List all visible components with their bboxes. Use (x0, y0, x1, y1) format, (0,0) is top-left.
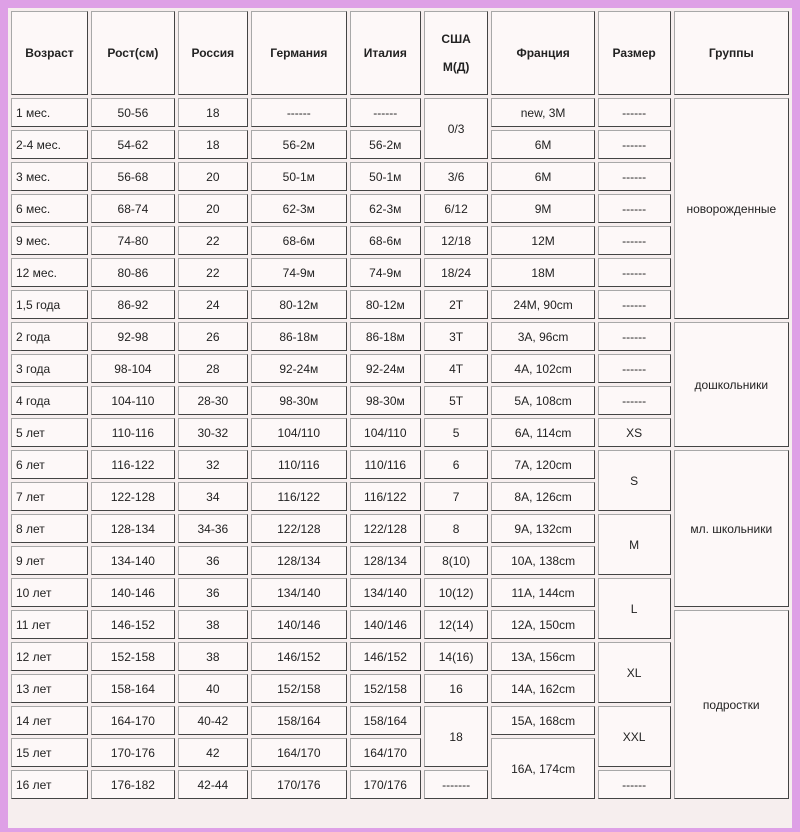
usa-cell: 12(14) (424, 610, 489, 639)
usa-cell: 4T (424, 354, 489, 383)
age-cell: 10 лет (11, 578, 88, 607)
height-cell: 98-104 (91, 354, 175, 383)
size-cell: ------ (598, 770, 671, 799)
russia-cell: 18 (178, 130, 248, 159)
height-cell: 152-158 (91, 642, 175, 671)
size-cell: ------ (598, 226, 671, 255)
russia-cell: 36 (178, 546, 248, 575)
size-cell: L (598, 578, 671, 639)
size-cell: S (598, 450, 671, 511)
france-cell: 16A, 174cm (491, 738, 594, 799)
germany-cell: 116/122 (251, 482, 347, 511)
italy-cell: 92-24м (350, 354, 421, 383)
russia-cell: 38 (178, 642, 248, 671)
russia-cell: 30-32 (178, 418, 248, 447)
germany-cell: 68-6м (251, 226, 347, 255)
group-cell: подростки (674, 610, 789, 799)
russia-cell: 38 (178, 610, 248, 639)
header-row (11, 11, 789, 95)
header-germany: Германия (251, 11, 347, 95)
group-cell: новорожденные (674, 98, 789, 319)
germany-cell: 170/176 (251, 770, 347, 799)
usa-cell: 7 (424, 482, 489, 511)
france-cell: 5A, 108cm (491, 386, 594, 415)
italy-cell: 116/122 (350, 482, 421, 511)
age-cell: 6 мес. (11, 194, 88, 223)
germany-cell: 104/110 (251, 418, 347, 447)
height-cell: 110-116 (91, 418, 175, 447)
france-cell: 3A, 96cm (491, 322, 594, 351)
height-cell: 164-170 (91, 706, 175, 735)
germany-cell: 62-3м (251, 194, 347, 223)
germany-cell: 134/140 (251, 578, 347, 607)
russia-cell: 34 (178, 482, 248, 511)
size-cell: ------ (598, 354, 671, 383)
header-groups: Группы (674, 11, 789, 95)
germany-cell: 146/152 (251, 642, 347, 671)
italy-cell: 56-2м (350, 130, 421, 159)
france-cell: 4A, 102cm (491, 354, 594, 383)
table-row (11, 162, 789, 191)
header-france: Франция (491, 11, 594, 95)
italy-cell: 74-9м (350, 258, 421, 287)
russia-cell: 40 (178, 674, 248, 703)
france-cell: new, 3M (491, 98, 594, 127)
italy-cell: 164/170 (350, 738, 421, 767)
usa-cell: 0/3 (424, 98, 489, 159)
italy-cell: 110/116 (350, 450, 421, 479)
height-cell: 134-140 (91, 546, 175, 575)
italy-cell: 98-30м (350, 386, 421, 415)
height-cell: 50-56 (91, 98, 175, 127)
russia-cell: 42-44 (178, 770, 248, 799)
height-cell: 68-74 (91, 194, 175, 223)
header-italy: Италия (350, 11, 421, 95)
height-cell: 158-164 (91, 674, 175, 703)
france-cell: 8A, 126cm (491, 482, 594, 511)
germany-cell: 74-9м (251, 258, 347, 287)
russia-cell: 28 (178, 354, 248, 383)
height-cell: 74-80 (91, 226, 175, 255)
size-cell: XL (598, 642, 671, 703)
size-chart-table (8, 8, 792, 802)
age-cell: 1,5 года (11, 290, 88, 319)
france-cell: 15A, 168cm (491, 706, 594, 735)
height-cell: 80-86 (91, 258, 175, 287)
italy-cell: 68-6м (350, 226, 421, 255)
size-cell: ------ (598, 98, 671, 127)
germany-cell: 164/170 (251, 738, 347, 767)
italy-cell: 134/140 (350, 578, 421, 607)
size-chart-frame (8, 8, 792, 828)
france-cell: 12A, 150cm (491, 610, 594, 639)
group-cell: дошкольники (674, 322, 789, 447)
italy-cell: 152/158 (350, 674, 421, 703)
age-cell: 6 лет (11, 450, 88, 479)
usa-cell: 18/24 (424, 258, 489, 287)
age-cell: 4 года (11, 386, 88, 415)
russia-cell: 20 (178, 194, 248, 223)
usa-cell: 10(12) (424, 578, 489, 607)
usa-cell: 3/6 (424, 162, 489, 191)
size-cell: XS (598, 418, 671, 447)
russia-cell: 32 (178, 450, 248, 479)
age-cell: 3 мес. (11, 162, 88, 191)
height-cell: 54-62 (91, 130, 175, 159)
russia-cell: 20 (178, 162, 248, 191)
usa-cell: 3T (424, 322, 489, 351)
table-row (11, 290, 789, 319)
height-cell: 170-176 (91, 738, 175, 767)
russia-cell: 22 (178, 258, 248, 287)
table-row (11, 514, 789, 543)
height-cell: 86-92 (91, 290, 175, 319)
size-cell: ------ (598, 386, 671, 415)
age-cell: 9 лет (11, 546, 88, 575)
table-row (11, 226, 789, 255)
usa-cell: 6/12 (424, 194, 489, 223)
france-cell: 6M (491, 162, 594, 191)
height-cell: 128-134 (91, 514, 175, 543)
header-usa (424, 11, 489, 95)
italy-cell: 128/134 (350, 546, 421, 575)
russia-cell: 24 (178, 290, 248, 319)
russia-cell: 34-36 (178, 514, 248, 543)
france-cell: 11A, 144cm (491, 578, 594, 607)
age-cell: 5 лет (11, 418, 88, 447)
france-cell: 18M (491, 258, 594, 287)
usa-cell: ------- (424, 770, 489, 799)
height-cell: 146-152 (91, 610, 175, 639)
table-row (11, 354, 789, 383)
table-row (11, 194, 789, 223)
germany-cell: ------ (251, 98, 347, 127)
header-age: Возраст (11, 11, 88, 95)
size-cell: ------ (598, 290, 671, 319)
height-cell: 122-128 (91, 482, 175, 511)
age-cell: 12 лет (11, 642, 88, 671)
usa-cell: 5 (424, 418, 489, 447)
table-row (11, 322, 789, 351)
germany-cell: 50-1м (251, 162, 347, 191)
age-cell: 15 лет (11, 738, 88, 767)
table-row (11, 546, 789, 575)
france-cell: 24M, 90cm (491, 290, 594, 319)
size-cell: M (598, 514, 671, 575)
table-row (11, 770, 789, 799)
header-size: Размер (598, 11, 671, 95)
germany-cell: 86-18м (251, 322, 347, 351)
usa-cell: 8 (424, 514, 489, 543)
italy-cell: 140/146 (350, 610, 421, 639)
age-cell: 9 мес. (11, 226, 88, 255)
russia-cell: 22 (178, 226, 248, 255)
italy-cell: 104/110 (350, 418, 421, 447)
italy-cell: 158/164 (350, 706, 421, 735)
header-usa-line2: М(Д) (442, 60, 470, 74)
germany-cell: 80-12м (251, 290, 347, 319)
header-russia: Россия (178, 11, 248, 95)
group-cell: мл. школьники (674, 450, 789, 607)
table-row (11, 258, 789, 287)
age-cell: 8 лет (11, 514, 88, 543)
russia-cell: 18 (178, 98, 248, 127)
italy-cell: 122/128 (350, 514, 421, 543)
usa-cell: 5T (424, 386, 489, 415)
russia-cell: 40-42 (178, 706, 248, 735)
france-cell: 6A, 114cm (491, 418, 594, 447)
age-cell: 2 года (11, 322, 88, 351)
table-row (11, 674, 789, 703)
table-row (11, 450, 789, 479)
italy-cell: 146/152 (350, 642, 421, 671)
header-height: Рост(см) (91, 11, 175, 95)
table-row (11, 482, 789, 511)
table-row (11, 98, 789, 127)
germany-cell: 140/146 (251, 610, 347, 639)
age-cell: 12 мес. (11, 258, 88, 287)
age-cell: 7 лет (11, 482, 88, 511)
usa-cell: 14(16) (424, 642, 489, 671)
france-cell: 14A, 162cm (491, 674, 594, 703)
italy-cell: ------ (350, 98, 421, 127)
height-cell: 140-146 (91, 578, 175, 607)
size-cell: ------ (598, 258, 671, 287)
germany-cell: 128/134 (251, 546, 347, 575)
germany-cell: 56-2м (251, 130, 347, 159)
height-cell: 104-110 (91, 386, 175, 415)
russia-cell: 26 (178, 322, 248, 351)
germany-cell: 110/116 (251, 450, 347, 479)
germany-cell: 92-24м (251, 354, 347, 383)
germany-cell: 122/128 (251, 514, 347, 543)
italy-cell: 80-12м (350, 290, 421, 319)
france-cell: 7A, 120cm (491, 450, 594, 479)
table-row (11, 418, 789, 447)
table-row (11, 706, 789, 735)
table-row (11, 578, 789, 607)
age-cell: 1 мес. (11, 98, 88, 127)
age-cell: 2-4 мес. (11, 130, 88, 159)
age-cell: 16 лет (11, 770, 88, 799)
usa-cell: 16 (424, 674, 489, 703)
germany-cell: 152/158 (251, 674, 347, 703)
height-cell: 56-68 (91, 162, 175, 191)
age-cell: 13 лет (11, 674, 88, 703)
table-row (11, 386, 789, 415)
size-cell: ------ (598, 194, 671, 223)
height-cell: 92-98 (91, 322, 175, 351)
france-cell: 10A, 138cm (491, 546, 594, 575)
table-row (11, 738, 789, 767)
header-usa-line1: США (441, 32, 471, 46)
age-cell: 3 года (11, 354, 88, 383)
age-cell: 14 лет (11, 706, 88, 735)
height-cell: 116-122 (91, 450, 175, 479)
size-cell: ------ (598, 130, 671, 159)
germany-cell: 98-30м (251, 386, 347, 415)
france-cell: 13A, 156cm (491, 642, 594, 671)
size-cell: ------ (598, 162, 671, 191)
usa-cell: 2T (424, 290, 489, 319)
france-cell: 9A, 132cm (491, 514, 594, 543)
france-cell: 12M (491, 226, 594, 255)
table-row (11, 642, 789, 671)
size-cell: XXL (598, 706, 671, 767)
size-cell: ------ (598, 322, 671, 351)
age-cell: 11 лет (11, 610, 88, 639)
italy-cell: 170/176 (350, 770, 421, 799)
russia-cell: 42 (178, 738, 248, 767)
usa-cell: 6 (424, 450, 489, 479)
russia-cell: 36 (178, 578, 248, 607)
usa-cell: 8(10) (424, 546, 489, 575)
france-cell: 6M (491, 130, 594, 159)
france-cell: 9M (491, 194, 594, 223)
russia-cell: 28-30 (178, 386, 248, 415)
germany-cell: 158/164 (251, 706, 347, 735)
table-row (11, 610, 789, 639)
table-row (11, 130, 789, 159)
height-cell: 176-182 (91, 770, 175, 799)
italy-cell: 50-1м (350, 162, 421, 191)
usa-cell: 18 (424, 706, 489, 767)
italy-cell: 62-3м (350, 194, 421, 223)
usa-cell: 12/18 (424, 226, 489, 255)
italy-cell: 86-18м (350, 322, 421, 351)
